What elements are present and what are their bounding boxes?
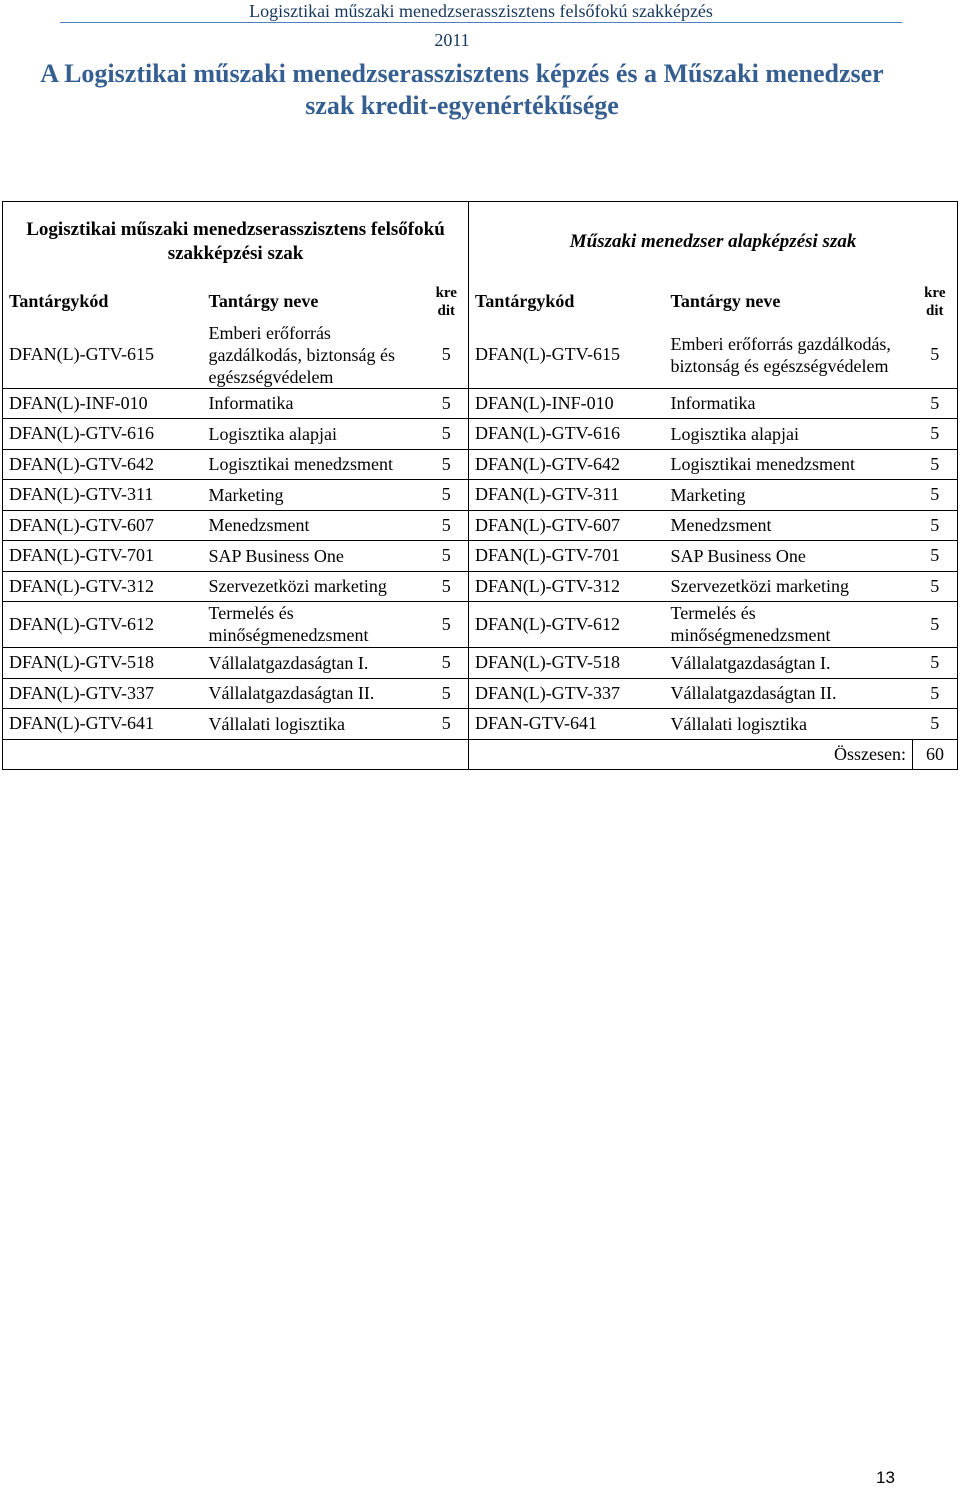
total-spacer xyxy=(3,739,469,769)
left-subject-name: Vállalatgazdaságtan II. xyxy=(203,678,425,708)
total-value: 60 xyxy=(913,739,958,769)
right-subject-name: Termelés és minőségmenedzsment xyxy=(665,601,913,647)
right-name-header: Tantárgy neve xyxy=(670,291,781,311)
left-subject-code: DFAN(L)-GTV-701 xyxy=(3,540,203,571)
left-credit: 5 xyxy=(425,571,469,601)
left-subject-name: Logisztikai menedzsment xyxy=(203,449,425,479)
table-row xyxy=(3,510,958,540)
left-subject-name: Emberi erőforrás gazdálkodás, biztonság és egészségvédelem xyxy=(203,322,425,389)
right-subject-code: DFAN(L)-GTV-642 xyxy=(469,449,665,479)
table-row xyxy=(3,571,958,601)
left-credit: 5 xyxy=(425,540,469,571)
right-subject-code: DFAN(L)-GTV-311 xyxy=(469,479,665,510)
left-credit: 5 xyxy=(425,678,469,708)
left-credit: 5 xyxy=(425,601,469,647)
right-code-header: Tantárgykód xyxy=(475,291,575,311)
right-subject-name: SAP Business One xyxy=(665,540,913,571)
running-header: Logisztikai műszaki menedzserasszisztens felsőfokú szakképzés xyxy=(60,0,902,23)
table-row xyxy=(3,322,958,389)
column-header-row xyxy=(3,282,958,322)
right-subject-code: DFAN(L)-GTV-612 xyxy=(469,601,665,647)
left-subject-code: DFAN(L)-GTV-312 xyxy=(3,571,203,601)
table-row xyxy=(3,601,958,647)
left-subject-name: Logisztika alapjai xyxy=(203,418,425,449)
total-row xyxy=(3,739,958,769)
left-subject-code: DFAN(L)-GTV-518 xyxy=(3,647,203,678)
left-subject-name: Menedzsment xyxy=(203,510,425,540)
right-credit: 5 xyxy=(913,449,958,479)
right-program-title: Műszaki menedzser alapképzési szak xyxy=(469,202,958,282)
right-subject-name: Emberi erőforrás gazdálkodás, biztonság és egészségvédelem xyxy=(665,322,913,389)
right-credit: 5 xyxy=(913,708,958,739)
left-credit: 5 xyxy=(425,479,469,510)
total-label: Összesen: xyxy=(469,739,913,769)
page-title: A Logisztikai műszaki menedzserasszisztens képzés és a Műszaki menedzser szak kredit-egyenértékűsége xyxy=(40,59,884,120)
left-credit-header: kre dit xyxy=(425,282,469,322)
right-subject-code: DFAN(L)-GTV-607 xyxy=(469,510,665,540)
right-subject-name: Informatika xyxy=(665,388,913,418)
right-subject-name: Logisztikai menedzsment xyxy=(665,449,913,479)
left-subject-code: DFAN(L)-GTV-616 xyxy=(3,418,203,449)
left-subject-name: SAP Business One xyxy=(203,540,425,571)
table-row xyxy=(3,708,958,739)
document-year: 2011 xyxy=(434,30,470,50)
left-credit: 5 xyxy=(425,510,469,540)
left-credit: 5 xyxy=(425,388,469,418)
left-subject-code: DFAN(L)-GTV-607 xyxy=(3,510,203,540)
program-header-row xyxy=(3,202,958,282)
right-credit: 5 xyxy=(913,678,958,708)
right-subject-name: Vállalatgazdaságtan I. xyxy=(665,647,913,678)
right-subject-code: DFAN(L)-GTV-518 xyxy=(469,647,665,678)
left-credit: 5 xyxy=(425,708,469,739)
page-number: 13 xyxy=(876,1468,895,1487)
right-subject-name: Logisztika alapjai xyxy=(665,418,913,449)
right-credit: 5 xyxy=(913,540,958,571)
right-subject-name: Szervezetközi marketing xyxy=(665,571,913,601)
left-subject-code: DFAN(L)-GTV-612 xyxy=(3,601,203,647)
right-credit: 5 xyxy=(913,647,958,678)
table-row xyxy=(3,540,958,571)
right-credit: 5 xyxy=(913,571,958,601)
left-code-header: Tantárgykód xyxy=(3,282,203,322)
right-subject-code: DFAN(L)-GTV-616 xyxy=(469,418,665,449)
left-credit: 5 xyxy=(425,322,469,389)
right-credit: 5 xyxy=(913,479,958,510)
right-subject-name: Menedzsment xyxy=(665,510,913,540)
table-row xyxy=(3,449,958,479)
table-row xyxy=(3,418,958,449)
left-program-title: Logisztikai műszaki menedzserasszisztens felsőfokú szakképzési szak xyxy=(3,202,469,282)
left-subject-name: Szervezetközi marketing xyxy=(203,571,425,601)
table-row xyxy=(3,678,958,708)
table-row xyxy=(3,647,958,678)
left-subject-name: Termelés és minőségmenedzsment xyxy=(203,601,425,647)
left-subject-code: DFAN(L)-INF-010 xyxy=(3,388,203,418)
table-row xyxy=(3,479,958,510)
credit-equivalence-table xyxy=(2,201,958,770)
right-subject-name: Vállalatgazdaságtan II. xyxy=(665,678,913,708)
left-subject-code: DFAN(L)-GTV-311 xyxy=(3,479,203,510)
left-credit: 5 xyxy=(425,647,469,678)
right-credit: 5 xyxy=(913,601,958,647)
left-subject-code: DFAN(L)-GTV-337 xyxy=(3,678,203,708)
right-subject-code: DFAN(L)-GTV-701 xyxy=(469,540,665,571)
left-subject-name: Marketing xyxy=(203,479,425,510)
left-subject-code: DFAN(L)-GTV-641 xyxy=(3,708,203,739)
left-subject-name: Vállalatgazdaságtan I. xyxy=(203,647,425,678)
left-subject-name: Vállalati logisztika xyxy=(203,708,425,739)
left-credit: 5 xyxy=(425,418,469,449)
right-subject-name: Marketing xyxy=(665,479,913,510)
right-subject-code: DFAN-GTV-641 xyxy=(469,708,665,739)
right-credit-header: kre dit xyxy=(913,282,958,322)
right-credit: 5 xyxy=(913,418,958,449)
right-credit: 5 xyxy=(913,322,958,389)
table-row xyxy=(3,388,958,418)
right-credit: 5 xyxy=(913,388,958,418)
right-subject-code: DFAN(L)-GTV-615 xyxy=(469,322,665,389)
left-subject-code: DFAN(L)-GTV-642 xyxy=(3,449,203,479)
right-subject-name: Vállalati logisztika xyxy=(665,708,913,739)
left-name-header: Tantárgy neve xyxy=(208,291,319,311)
left-credit: 5 xyxy=(425,449,469,479)
left-subject-name: Informatika xyxy=(203,388,425,418)
left-subject-code: DFAN(L)-GTV-615 xyxy=(3,322,203,389)
right-subject-code: DFAN(L)-INF-010 xyxy=(469,388,665,418)
right-credit: 5 xyxy=(913,510,958,540)
right-subject-code: DFAN(L)-GTV-337 xyxy=(469,678,665,708)
right-subject-code: DFAN(L)-GTV-312 xyxy=(469,571,665,601)
